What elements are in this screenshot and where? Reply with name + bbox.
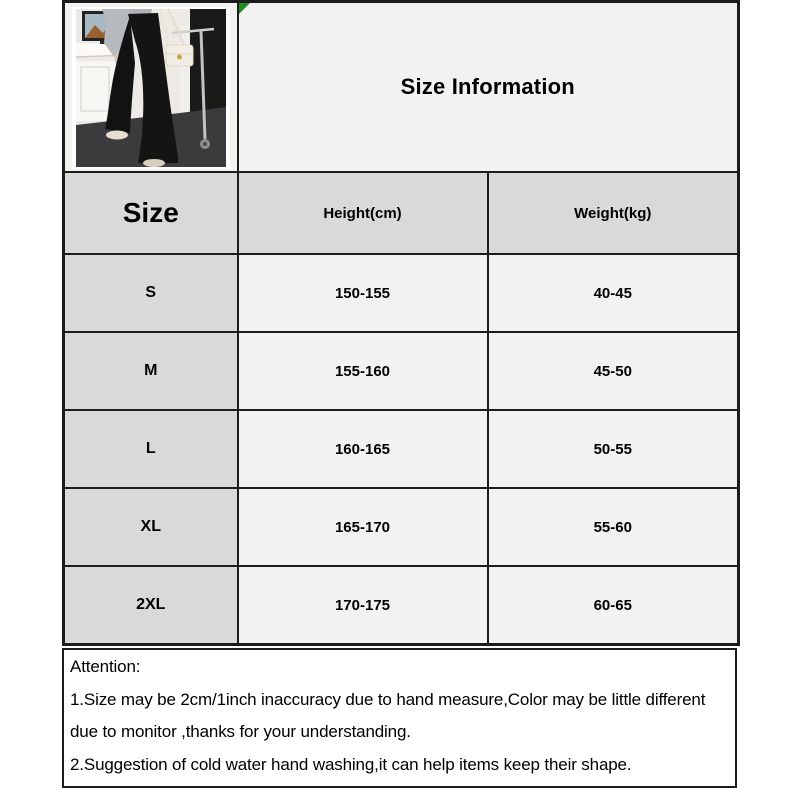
weight-value: 45-50	[488, 332, 739, 410]
weight-value: 50-55	[488, 410, 739, 488]
column-header-height: Height(cm)	[238, 172, 488, 254]
height-value: 155-160	[238, 332, 488, 410]
page-title: Size Information	[400, 74, 575, 99]
table-header-row	[64, 172, 739, 254]
size-table	[62, 0, 740, 646]
weight-value: 55-60	[488, 488, 739, 566]
size-label: S	[64, 254, 238, 332]
column-header-weight: Weight(kg)	[488, 172, 739, 254]
size-label: M	[64, 332, 238, 410]
height-value: 160-165	[238, 410, 488, 488]
product-photo	[72, 7, 230, 169]
weight-value: 40-45	[488, 254, 739, 332]
table-row-xl	[64, 488, 739, 566]
size-chart-sheet	[62, 0, 737, 788]
height-value: 165-170	[238, 488, 488, 566]
weight-value: 60-65	[488, 566, 739, 645]
table-row-s	[64, 254, 739, 332]
size-label: L	[64, 410, 238, 488]
size-label: 2XL	[64, 566, 238, 645]
attention-note-2: 2.Suggestion of cold water hand washing,it can help items keep their shape.	[70, 754, 632, 774]
height-value: 150-155	[238, 254, 488, 332]
attention-note-1: 1.Size may be 2cm/1inch inaccuracy due to hand measure,Color may be little different due to monitor ,thanks for your understanding.	[70, 689, 706, 741]
height-value: 170-175	[238, 566, 488, 645]
table-row-2xl	[64, 566, 739, 645]
size-label: XL	[64, 488, 238, 566]
product-photo-cell	[64, 2, 238, 173]
attention-box	[62, 648, 737, 788]
table-row-m	[64, 332, 739, 410]
cell-corner-marker-icon	[239, 3, 250, 14]
column-header-size: Size	[64, 172, 238, 254]
attention-title: Attention:	[70, 657, 141, 676]
photo-title-row	[64, 2, 739, 173]
title-cell	[238, 2, 739, 173]
table-row-l	[64, 410, 739, 488]
